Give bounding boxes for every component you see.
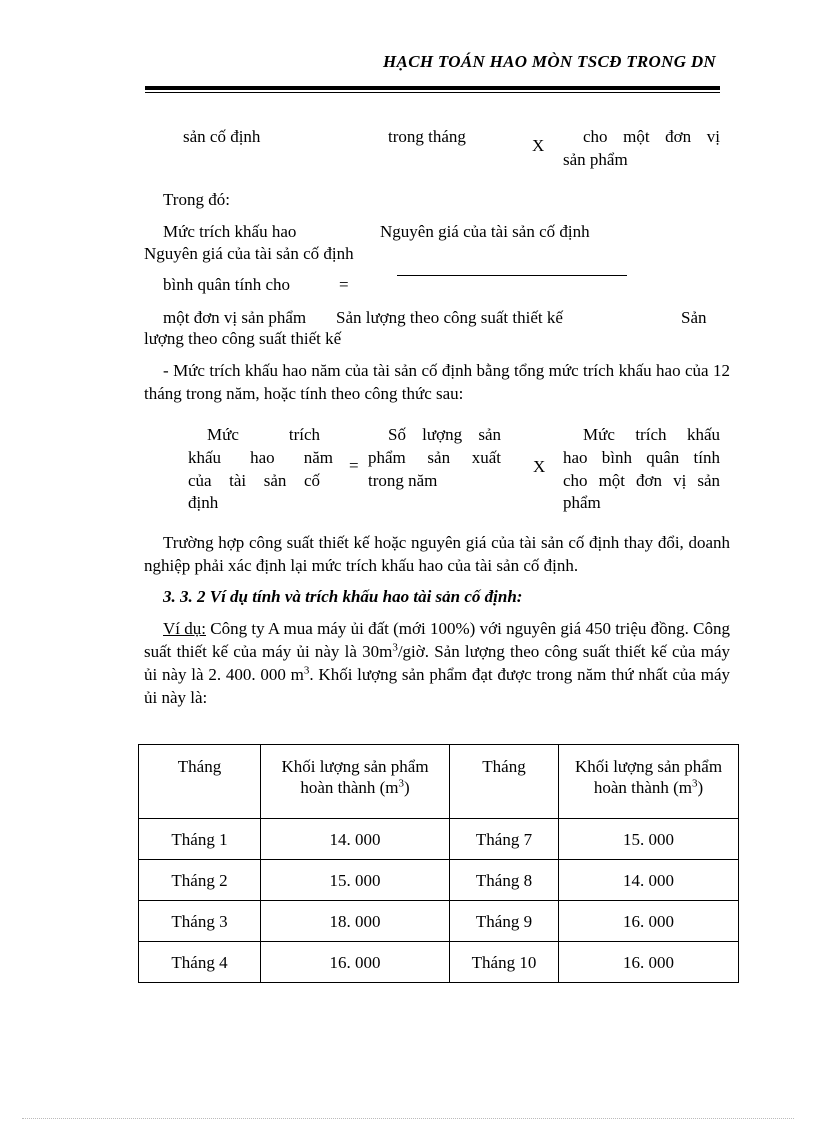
section-heading: 3. 3. 2 Ví dụ tính và trích khấu hao tài sản cố định: [163,587,523,606]
table-row [139,860,739,901]
formula2-denominator-repeat-a: Sản [681,308,707,327]
production-volume-table [138,744,739,983]
volume-cell: 16. 000 [261,942,450,983]
annual-paragraph: - Mức trích khấu hao năm của tài sản cố định bằng tổng mức trích khấu hao của 12 tháng trong năm, hoặc tính theo công thức sau: [144,361,730,403]
formula3-multiply: X [533,457,546,476]
formula2-numerator: Nguyên giá của tài sản cố định [380,222,590,241]
month-cell: Tháng 8 [450,860,559,901]
volume-cell: 16. 000 [559,901,739,942]
superscript: 3 [392,641,398,654]
formula2-denominator: Sản lượng theo công suất thiết kế [336,308,563,327]
month-cell: Tháng 3 [139,901,261,942]
volume-cell: 18. 000 [261,901,450,942]
volume-cell: 15. 000 [559,819,739,860]
table-row [139,819,739,860]
formula1-multiply: X [532,136,545,155]
header-rule-thick [145,86,720,90]
formula2-left-line2: bình quân tính cho [163,275,291,294]
month-cell: Tháng 4 [139,942,261,983]
formula3-left-line: Mức trích [207,425,320,444]
table-header-cell: Khối lượng sản phẩm hoàn thành $(m^3)$ [261,745,450,819]
formula3-right-line: hao bình quân tính [563,448,720,467]
example-paragraph [144,617,730,709]
formula3-left-line: khấu hao năm [188,448,333,467]
formula2-equals: = [339,275,349,294]
formula3-middle-line: trong năm [368,471,438,490]
formula2-left-line3: một đơn vị sản phẩm [163,308,307,327]
example-text: /giờ. Sản lượng theo công suất thiết kế của máy ủi này là 2. 400. 000 m [144,642,731,684]
month-cell: Tháng 10 [450,942,559,983]
formula2-numerator-repeat: Nguyên giá của tài sản cố định [144,244,354,263]
header-rule-thin [145,92,720,93]
formula3-left-line: định [188,493,219,512]
formula3-equals: = [349,456,359,475]
example-text: Công ty A mua máy ủi đất (mới 100%) với nguyên giá 450 triệu đồng. Công suất thiết kế của máy ủi này là 30m [144,619,730,661]
table-header-cell: Tháng [450,745,559,819]
page-bottom-border [22,1118,794,1119]
page-header-title: HẠCH TOÁN HAO MÒN TSCĐ TRONG DN [383,52,716,71]
table-header-row [139,745,739,819]
formula2-denominator-repeat-b: lượng theo công suất thiết kế [144,329,342,348]
superscript: 3 [303,664,310,677]
formula2-left-line1: Mức trích khấu hao [163,222,297,241]
table-header-cell: Tháng [139,745,261,819]
month-cell: Tháng 2 [139,860,261,901]
formula3-right-line: phẩm [563,493,601,512]
formula1-right-line1: cho một đơn vị [583,127,720,146]
formula3-middle-line: phẩm sản xuất [368,448,501,467]
formula1-left: sản cố định [183,127,261,146]
month-cell: Tháng 1 [139,819,261,860]
month-cell: Tháng 7 [450,819,559,860]
table-row [139,942,739,983]
month-cell: Tháng 9 [450,901,559,942]
formula1-right-line2: sản phẩm [563,150,628,169]
example-label: Ví dụ: [163,619,206,638]
volume-cell: 14. 000 [559,860,739,901]
volume-cell: 16. 000 [559,942,739,983]
formula3-left-line: của tài sản cố [188,471,320,490]
table-header-cell: Khối lượng sản phẩm hoàn thành $(m^3)$ [559,745,739,819]
fraction-line [397,275,627,276]
volume-cell: 15. 000 [261,860,450,901]
volume-cell: 14. 000 [261,819,450,860]
change-paragraph: Trường hợp công suất thiết kế hoặc nguyên giá của tài sản cố định thay đổi, doanh nghiệp phải xác định lại mức trích khấu hao của tài sản cố định. [144,533,730,575]
table-row [139,901,739,942]
formula3-right-line: Mức trích khấu [583,425,720,444]
formula1-middle: trong tháng [388,127,466,146]
formula3-right-line: cho một đơn vị sản [563,471,720,490]
example-text: . Khối lượng sản phẩm đạt được trong năm thứ nhất của máy ủi này là: [144,665,730,707]
formula3-middle-line: Số lượng sản [388,425,501,444]
where-label: Trong đó: [163,190,230,209]
